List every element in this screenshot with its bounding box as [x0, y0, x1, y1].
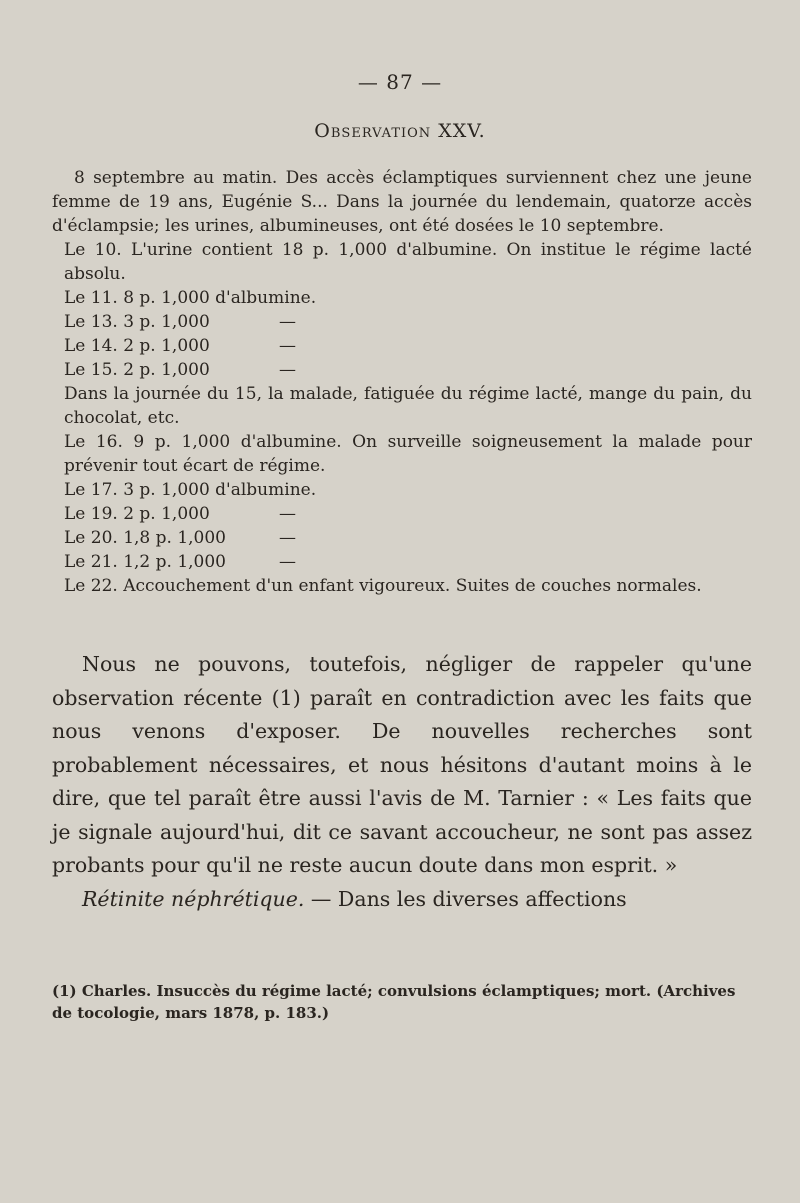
section-heading: Rétinite néphrétique. [82, 886, 305, 911]
section-text: — Dans les diverses affections [304, 886, 627, 911]
entry-le-10: Le 10. L'urine contient 18 p. 1,000 d'albumine. On institue le régime lacté absolu. [64, 240, 752, 284]
body-paragraph-heading [52, 883, 752, 917]
observation-intro: 8 septembre au matin. Des accès éclamptiques surviennent chez une jeune femme de 19 ans, Eugénie S... Dans la journée du lendemain, quatorze accès d'éclampsie; les urines, albumineuses, ont été dosées le 10 septembre. [52, 168, 752, 236]
body-paragraph: Nous ne pouvons, toutefois, négliger de rappeler qu'une observation récente (1) paraît en contradiction avec les faits que nous venons d'exposer. De nouvelles recherches sont probablement nécessaires, et nous hésitons d'autant moins à le dire, que tel paraît être aussi l'avis de M. Tarnier : « Les faits que je signale aujourd'hui, dit ce savant accoucheur, ne sont pas assez probants pour qu'il ne reste aucun doute dans mon esprit. » [52, 652, 752, 877]
entry-row: Le 15. 2 p. 1,000 — [64, 360, 296, 380]
footnote [52, 980, 752, 1024]
entry-row: Le 13. 3 p. 1,000 — [64, 312, 296, 332]
entry-row: Le 14. 2 p. 1,000 — [64, 336, 296, 356]
footnote-text: (1) Charles. Insuccès du régime lacté; convulsions éclamptiques; mort. (Archives de tocologie, mars 1878, p. 183.) [52, 982, 736, 1022]
observation-title: Observation XXV. [314, 120, 486, 142]
entry-le-11: Le 11. 8 p. 1,000 d'albumine. [64, 288, 317, 308]
entry-row: Le 20. 1,8 p. 1,000 — [64, 528, 296, 548]
observation-record [52, 166, 752, 598]
main-text [52, 648, 752, 916]
entry-le-17: Le 17. 3 p. 1,000 d'albumine. [64, 480, 317, 500]
entry-le-16: Le 16. 9 p. 1,000 d'albumine. On surveille soigneusement la malade pour prévenir tout écart de régime. [64, 432, 752, 476]
entry-le-15-note: Dans la journée du 15, la malade, fatiguée du régime lacté, mange du pain, du chocolat, etc. [64, 384, 752, 428]
entry-row: Le 21. 1,2 p. 1,000 — [64, 552, 296, 572]
entry-le-22: Le 22. Accouchement d'un enfant vigoureux. Suites de couches normales. [64, 576, 702, 596]
entry-row: Le 19. 2 p. 1,000 — [64, 504, 296, 524]
page-number: — 87 — [357, 70, 443, 94]
